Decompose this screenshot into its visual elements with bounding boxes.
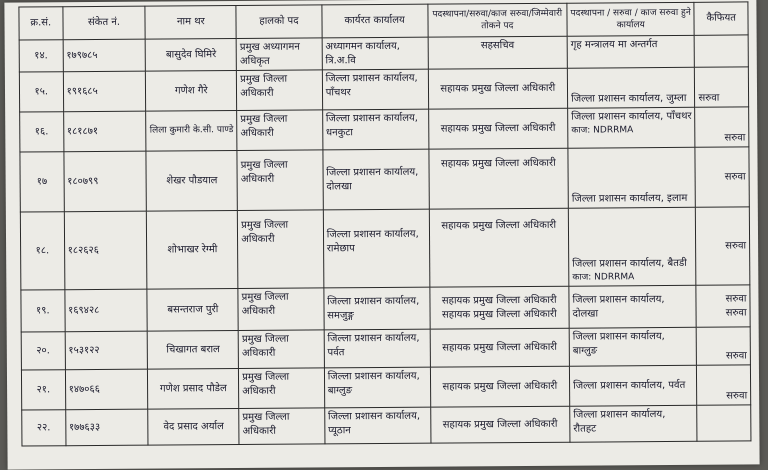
cell-code: १४७०६६ <box>65 369 148 410</box>
cell-name: गणेश गैरे <box>146 71 237 112</box>
cell-sn: १४. <box>19 40 63 72</box>
cell-office: जिल्ला प्रशासन कार्यालय, पर्वत <box>324 329 430 368</box>
transfer-table <box>18 1 751 446</box>
cell-code: १७७६३३ <box>65 409 148 446</box>
cell-remark <box>697 405 751 441</box>
cell-role: सहायक प्रमुख जिल्ला अधिकारी <box>430 406 570 443</box>
cell-sn: १६. <box>20 112 64 152</box>
cell-post: प्रमुख जिल्ला अधिकारी <box>237 110 323 151</box>
table-row <box>20 147 749 212</box>
cell-sn: २१. <box>21 370 65 410</box>
cell-name: गणेश प्रसाद पौडेल <box>148 369 239 410</box>
cell-office: जिल्ला प्रशासन कार्यालय, समजुङ्ग <box>324 287 430 330</box>
cell-post: प्रमुख जिल्ला अधिकारी <box>238 210 324 289</box>
cell-remark: सरुवा <box>695 67 749 107</box>
cell-sn: १८. <box>20 212 64 290</box>
cell-name: शोभाखर रेग्मी <box>147 211 238 290</box>
cell-role: सहायक प्रमुख जिल्ला अधिकारी <box>428 68 568 109</box>
cell-code: १६९४२८ <box>64 289 147 332</box>
cell-dest: जिल्ला प्रशासन कार्यालय, दोलखा <box>569 285 697 328</box>
cell-remark: सरुवा <box>697 365 751 405</box>
cell-post: प्रमुख जिल्ला अधिकारी <box>239 368 325 409</box>
cell-role: सहायक प्रमुख जिल्ला अधिकारी <box>429 208 569 287</box>
cell-role: सहायक प्रमुख जिल्ला अधिकारी <box>428 148 568 209</box>
cell-post: प्रमुख जिल्ला अधिकारी <box>239 408 325 445</box>
cell-code: १५३१२२ <box>65 331 148 370</box>
cell-role: सहसचिव <box>428 36 568 69</box>
table-row <box>22 405 751 446</box>
cell-post: प्रमुख जिल्ला अधिकारी <box>238 288 324 331</box>
cell-office: जिल्ला प्रशासन कार्यालय, धनकुटा <box>322 109 428 150</box>
header-dest: पदस्थापना / सरुवा / काज सरुवा हुने कार्यालय <box>567 2 695 36</box>
cell-sn: १५. <box>19 72 63 112</box>
cell-sn: २२. <box>22 410 66 446</box>
header-row <box>19 2 748 40</box>
cell-office: जिल्ला प्रशासन कार्यालय, दोलखा <box>323 149 429 210</box>
cell-remark: सरुवा सरुवा <box>696 285 750 327</box>
cell-office: जिल्ला प्रशासन कार्यालय, बाग्लुङ <box>324 367 430 408</box>
table-row <box>20 207 750 290</box>
cell-post: प्रमुख जिल्ला अधिकारी <box>237 70 323 111</box>
header-office: कार्यरत कार्यालय <box>322 4 428 38</box>
cell-post: प्रमुख जिल्ला अधिकारी <box>237 150 323 211</box>
cell-name: बासुदेव घिमिरे <box>146 39 237 72</box>
header-remark: कैफियत <box>694 2 748 35</box>
table-row <box>21 327 750 370</box>
cell-office: जिल्ला प्रशासन कार्यालय, रामेछाप <box>323 209 429 288</box>
cell-code: १८२६२६ <box>64 211 147 290</box>
header-role: पदस्थापना/सरुवा/काज सरुवा/जिम्मेवारी तोकने पद <box>427 3 567 37</box>
cell-role: सहायक प्रमुख जिल्ला अधिकारी <box>430 366 570 407</box>
cell-remark: सरुवा <box>695 107 749 147</box>
cell-dest: जिल्ला प्रशासन कार्यालय, बैतडी काज: NDRRMA <box>568 207 696 286</box>
cell-code: १८०७९९ <box>64 151 147 212</box>
cell-dest: जिल्ला प्रशासन कार्यालय, जुम्ला <box>567 67 695 108</box>
cell-sn: २०. <box>21 332 65 370</box>
cell-post: प्रमुख जिल्ला अधिकारी <box>238 330 324 369</box>
cell-code: १९१६८५ <box>63 71 146 112</box>
cell-name: वेद प्रसाद अर्याल <box>148 409 239 446</box>
cell-name: शेखर पौडयाल <box>146 151 237 212</box>
table-row <box>19 67 748 112</box>
cell-remark <box>695 35 749 67</box>
header-code: संकेत नं. <box>63 6 146 40</box>
cell-sn: १७ <box>20 152 64 212</box>
header-sn: क्र.सं. <box>19 7 63 40</box>
cell-role: सहायक प्रमुख जिल्ला अधिकारी <box>430 328 570 367</box>
cell-dest: जिल्ला प्रशासन कार्यालय, पर्वत <box>569 365 697 406</box>
cell-dest: जिल्ला प्रशासन कार्यालय, इलाम <box>568 147 696 208</box>
cell-dest: जिल्ला प्रशासन कार्यालय, रौतहट <box>570 405 698 442</box>
table-row <box>21 285 750 332</box>
header-post: हालको पद <box>236 5 322 39</box>
document-page <box>4 0 759 470</box>
cell-dest: जिल्ला प्रशासन कार्यालय, बाग्लुङ <box>569 327 697 366</box>
cell-code: १७९७८५ <box>63 39 146 72</box>
table-row <box>20 107 749 152</box>
cell-role: सहायक प्रमुख जिल्ला अधिकारी <box>428 108 568 149</box>
cell-office: जिल्ला प्रशासन कार्यालय, प्यूठान <box>324 407 430 444</box>
cell-role: सहायक प्रमुख जिल्ला अधिकारी सहायक प्रमुख जिल्ला अधिकारी <box>429 286 569 329</box>
cell-code: १८१८७१ <box>63 111 146 152</box>
cell-remark: सरुवा <box>695 147 749 207</box>
cell-sn: १९. <box>21 290 65 332</box>
cell-remark: सरुवा <box>697 327 751 365</box>
table-row <box>21 365 750 410</box>
cell-post: प्रमुख अध्यागमन अधिकृत <box>236 38 322 71</box>
cell-remark: सरुवा <box>696 207 750 285</box>
cell-name: लिला कुमारी के.सी. पाण्डे <box>146 111 237 152</box>
cell-dest: जिल्ला प्रशासन कार्यालय, पाँचथर काज: NDRRMA <box>568 107 696 148</box>
cell-name: चिखागत बराल <box>148 331 239 370</box>
header-name: नाम थर <box>145 6 236 40</box>
cell-dest: गृह मन्त्रालय मा अन्तर्गत <box>567 35 695 68</box>
table-row <box>19 35 748 72</box>
cell-name: बसन्तराज पुरी <box>147 289 238 332</box>
cell-office: अध्यागमन कार्यालय, त्रि.अ.वि <box>322 37 428 70</box>
cell-office: जिल्ला प्रशासन कार्यालय, पाँचथर <box>322 69 428 110</box>
